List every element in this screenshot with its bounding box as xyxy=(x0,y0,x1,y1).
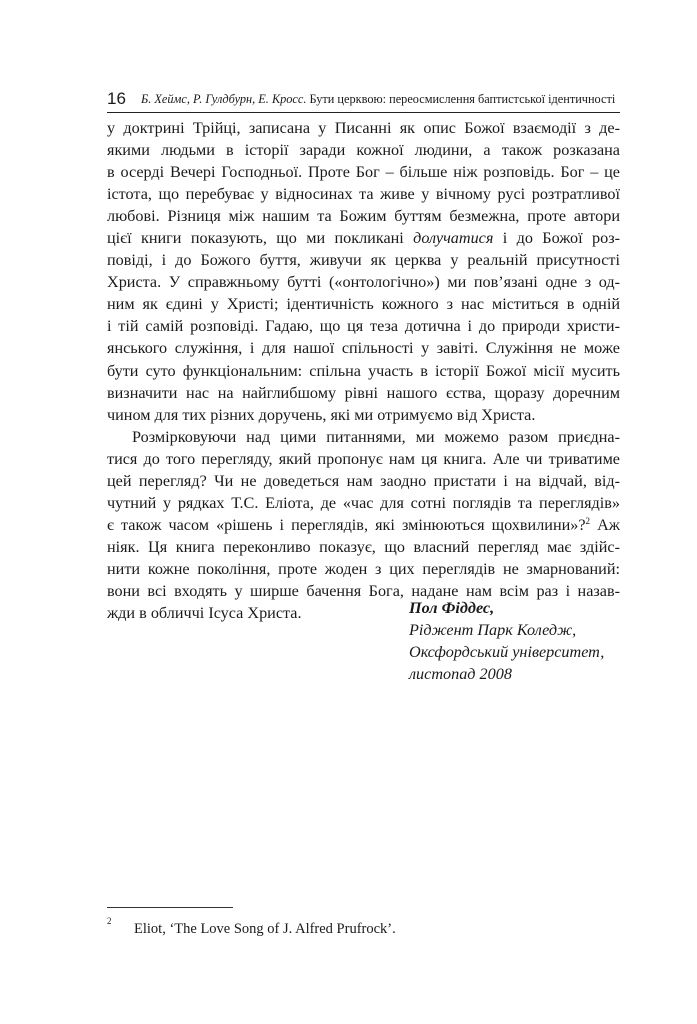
signature-date: листопад 2008 xyxy=(409,665,512,683)
text-segment: є також часом «рішень і переглядів, які змінюються щохвилини»? xyxy=(107,515,586,534)
signature-university: Оксфордський університет, xyxy=(409,643,605,661)
text-segment: Аж xyxy=(590,515,620,534)
text-line: Христа. У справжньому бутті («онтологічно») ми пов’язані одне з од- xyxy=(107,273,620,292)
paragraph-2 xyxy=(107,426,620,624)
text-line xyxy=(107,227,620,249)
running-header xyxy=(107,88,620,113)
text-line: чином для тих різних доручень, які ми отримуємо від Христа. xyxy=(107,405,536,424)
text-line: у доктрині Трійці, записана у Писанні як опис Божої взаємодії з де- xyxy=(107,119,620,137)
signature-name: Пол Фіддес, xyxy=(409,599,495,617)
text-line: якими людьми в історії заради кожної людини, а також розказана xyxy=(107,141,620,160)
text-line: повіді, і до Божого буття, живучи як церква у реальній присутності xyxy=(107,251,620,270)
text-line: істота, що перебуває у відносинах та живе у вічному русі розтратливої xyxy=(107,185,620,204)
text-line xyxy=(107,514,620,536)
paragraph-1 xyxy=(107,117,620,426)
main-text xyxy=(107,117,620,624)
text-line: вони всі входять у ширше бачення Бога, надане нам всім раз і назав- xyxy=(107,581,620,600)
page-number: 16 xyxy=(107,89,126,108)
text-line: любові. Різниця між нашим та Божим буттям безмежна, проте автори xyxy=(107,207,620,226)
header-text xyxy=(141,91,620,107)
text-segment: і до Божої роз- xyxy=(493,229,620,248)
text-line: нити кожне покоління, проте жоден з цих переглядів не змарнований: xyxy=(107,559,620,578)
text-line: і тій самій розповіді. Гадаю, що ця теза дотична і до природи христи- xyxy=(107,317,620,336)
text-line: визначити нас на найглибшому рівні нашого єства, щоразу доречним xyxy=(107,383,620,402)
text-line: чутний у рядках Т.С. Еліота, де «час для сотні поглядів та переглядів» xyxy=(107,493,620,512)
text-line: Розмірковуючи над цими питаннями, ми можемо разом приєдна- xyxy=(132,427,620,446)
text-segment: цієї книги показують, що ми покликані xyxy=(107,229,414,248)
text-line: цей перегляд? Чи не доведеться нам заодно пристати і на відчай, від- xyxy=(107,471,620,490)
header-authors: Б. Хеймс, Р. Гулдбурн, Е. Кросс. xyxy=(141,92,307,106)
header-book-title: Бути церквою: переосмислення баптистської ідентичності xyxy=(309,92,616,106)
footnote-divider xyxy=(107,907,233,908)
footnote-number: 2 xyxy=(107,916,112,926)
text-line: жди в обличчі Ісуса Христа. xyxy=(107,604,302,623)
text-line: бути суто функціональним: спільна участь в історії Божої місії мусить xyxy=(107,361,620,380)
text-line: ним як єдині у Христі; ідентичність кожного з нас міститься в одній xyxy=(107,295,620,314)
text-line: в осерді Вечері Господньої. Проте Бог – більше ніж розповідь. Бог – це xyxy=(107,163,620,182)
text-line: тися до того перегляду, який пропонує нам ця книга. Але чи триватиме xyxy=(107,449,620,468)
text-line: ніяк. Ця книга переконливо показує, що власний перегляд має здійс- xyxy=(107,537,620,556)
footnote-reference[interactable]: 2 xyxy=(585,515,591,526)
signature-block xyxy=(409,597,624,685)
signature-college: Ріджент Парк Коледж, xyxy=(409,621,577,639)
text-line: янського служіння, і для нашої спільності у завіті. Служіння не може xyxy=(107,339,620,358)
footnote-text: Eliot, ‘The Love Song of J. Alfred Prufrock’. xyxy=(134,921,396,937)
emphasized-word: долучатися xyxy=(413,229,494,248)
